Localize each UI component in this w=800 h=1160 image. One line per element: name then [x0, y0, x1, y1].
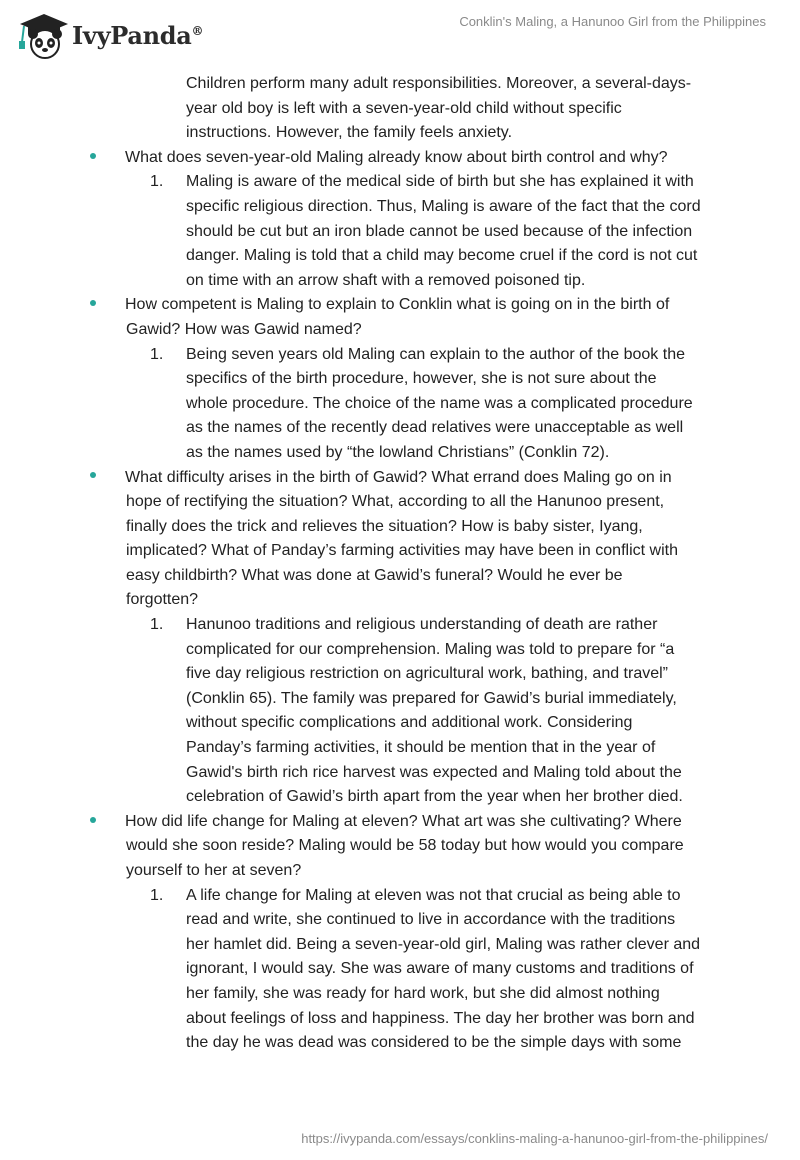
bullet-icon [90, 153, 96, 159]
question-text: What does seven-year-old Maling already know about birth control and why? [125, 148, 668, 166]
bullet-icon [90, 817, 96, 823]
answer-line [0, 884, 800, 909]
essay-content [0, 72, 800, 1056]
page-header [0, 0, 800, 70]
answer-text-line: her hamlet did. Being a seven-year-old girl, Maling was rather clever and [186, 935, 701, 953]
answer-text-line: instructions. However, the family feels anxiety. [186, 124, 513, 142]
question-text: How did life change for Maling at eleven? What art was she cultivating? Where [125, 812, 682, 830]
question-line [0, 146, 800, 171]
answer-text-line: (Conklin 65). The family was prepared for Gawid’s burial immediately, [186, 689, 677, 707]
answer-text-line: as the names of the recently dead relatives were unacceptable as well [186, 419, 684, 437]
answer-number: 1. [150, 886, 164, 904]
source-url[interactable]: https://ivypanda.com/essays/conklins-maling-a-hanunoo-girl-from-the-philippines/ [301, 1131, 768, 1146]
question-line: hope of rectifying the situation? What, according to all the Hanunoo present, [126, 493, 665, 511]
bullet-icon [90, 300, 96, 306]
question-text: What difficulty arises in the birth of Gawid? What errand does Maling go on in [125, 468, 672, 486]
answer-text-line: ignorant, I would say. She was aware of many customs and traditions of [186, 960, 694, 978]
answer-text-line: should be cut but an iron blade cannot be used because of the infection [186, 222, 693, 240]
answer-text-line: as the names used by “the lowland Christians” (Conklin 72). [186, 443, 610, 461]
question-line: yourself to her at seven? [126, 862, 302, 879]
answer-text-line: on time with an arrow shaft with a removed poisoned tip. [186, 271, 586, 289]
answer-text-line: the day he was dead was considered to be the simple days with some [186, 1034, 682, 1052]
answer-text-line: her family, she was ready for hard work, but she did almost nothing [186, 984, 660, 1002]
answer-text-line: whole procedure. The choice of the name was a complicated procedure [186, 394, 693, 412]
bullet-icon [90, 472, 96, 478]
question-line: finally does the trick and relieves the situation? How is baby sister, Iyang, [126, 517, 643, 535]
ivypanda-logo[interactable] [14, 10, 203, 60]
answer-text-line: Children perform many adult responsibilities. Moreover, a several-days- [186, 75, 692, 92]
answer-text-line: specifics of the birth procedure, however, she is not sure about the [186, 370, 657, 388]
answer-text-line: read and write, she continued to live in accordance with the traditions [186, 911, 676, 929]
answer-line [0, 343, 800, 368]
answer-number: 1. [150, 173, 164, 191]
answer-text-line: year old boy is left with a seven-year-old child without specific [186, 99, 622, 117]
answer-text: A life change for Maling at eleven was not that crucial as being able to [186, 886, 681, 904]
answer-line [0, 170, 800, 195]
question-line: Gawid? How was Gawid named? [126, 320, 362, 338]
question-line: would she soon reside? Maling would be 58 today but how would you compare [126, 837, 684, 855]
answer-line [0, 613, 800, 638]
answer-text: Maling is aware of the medical side of birth but she has explained it with [186, 173, 694, 191]
answer-text-line: Panday’s farming activities, it should be mention that in the year of [186, 739, 656, 757]
question-text: How competent is Maling to explain to Conklin what is going on in the birth of [125, 296, 670, 314]
question-line [0, 466, 800, 491]
answer-number: 1. [150, 616, 164, 634]
answer-number: 1. [150, 345, 164, 363]
answer-text-line: five day religious restriction on agricultural work, bathing, and travel” [186, 665, 669, 683]
panda-logo-icon [14, 10, 70, 60]
document-title: Conklin's Maling, a Hanunoo Girl from the Philippines [459, 14, 766, 29]
answer-text-line: complicated for our comprehension. Maling was told to prepare for “a [186, 640, 675, 658]
answer-text-line: without specific complications and additional work. Considering [186, 714, 633, 732]
answer-text: Hanunoo traditions and religious understanding of death are rather [186, 616, 658, 634]
question-line: implicated? What of Panday’s farming activities may have been in conflict with [126, 542, 678, 560]
question-line: forgotten? [126, 591, 199, 609]
answer-text-line: celebration of Gawid’s birth apart from the year when her brother died. [186, 788, 683, 806]
question-line [0, 810, 800, 835]
answer-text-line: about feelings of loss and happiness. The day her brother was born and [186, 1009, 695, 1027]
answer-text-line: danger. Maling is told that a child may become cruel if the cord is not cut [186, 247, 698, 265]
brand-name: IvyPanda® [72, 20, 204, 50]
question-line [0, 293, 800, 318]
answer-text: Being seven years old Maling can explain to the author of the book the [186, 345, 685, 363]
question-line: easy childbirth? What was done at Gawid’s funeral? Would he ever be [126, 566, 623, 584]
answer-text-line: Gawid's birth rich rice harvest was expected and Maling told about the [186, 763, 682, 781]
answer-text-line: specific religious direction. Thus, Maling is aware of the fact that the cord [186, 197, 701, 215]
